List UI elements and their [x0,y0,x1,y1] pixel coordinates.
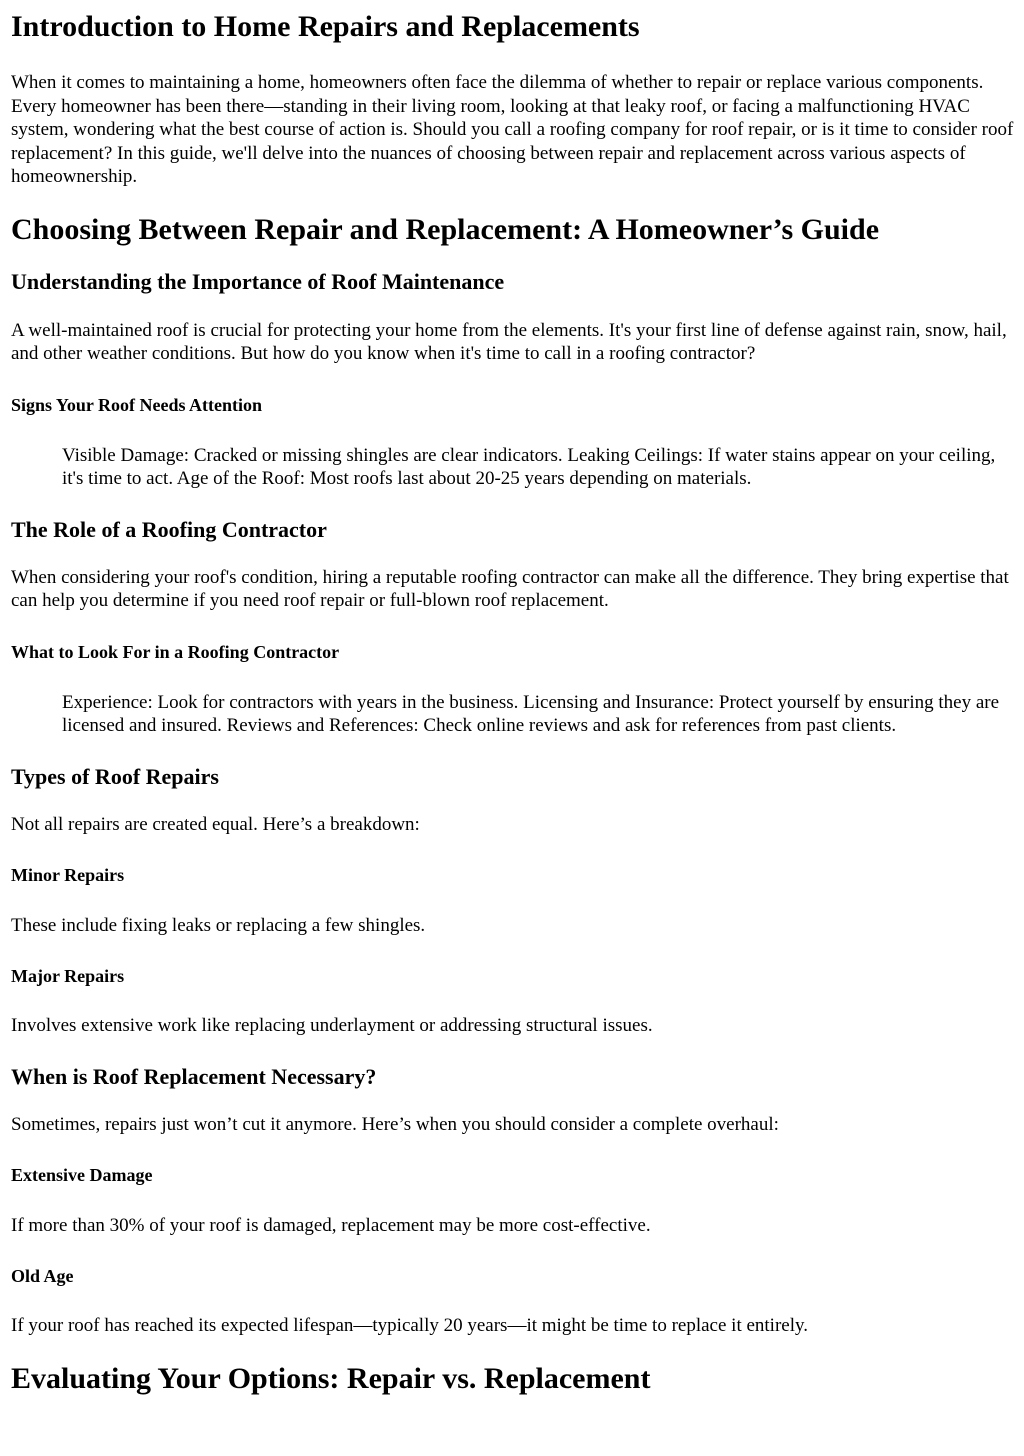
heading-minor-repairs: Minor Repairs [11,865,125,885]
section-title-evaluating: Evaluating Your Options: Repair vs. Replacement [11,1361,651,1395]
paragraph-old-age: If your roof has reached its expected lifespan—typically 20 years—it might be time to replace it entirely. [11,1315,809,1336]
section-title-choosing: Choosing Between Repair and Replacement: A Homeowner’s Guide [11,212,880,246]
heading-old-age: Old Age [11,1266,74,1286]
paragraph-major-repairs: Involves extensive work like replacing underlayment or addressing structural issues. [11,1014,653,1036]
paragraph-types-of-roof-repairs: Not all repairs are created equal. Here’s a breakdown: [11,813,420,835]
heading-when-replacement-necessary: When is Roof Replacement Necessary? [11,1064,377,1089]
heading-roofing-contractor-role: The Role of a Roofing Contractor [11,516,327,542]
heading-extensive-damage: Extensive Damage [11,1164,153,1185]
blockquote-what-to-look-for: Experience: Look for contractors with years in the business. Licensing and Insurance: Protect yourself by ensuring they are licensed and insured. Reviews and References: Check online reviews and ask for references from past clients. [62,691,1000,736]
heading-roof-maintenance: Understanding the Importance of Roof Maintenance [11,268,505,294]
intro-paragraph: When it comes to maintaining a home, homeowners often face the dilemma of whether to repair or replace various components. Every homeowner has been there—standing in their living room, looking at that leaky roof, or facing a malfunctioning HVAC system, wondering what the best course of action is. Should you call a roofing company for roof repair, or is it time to consider roof replacement? In this guide, we'll delve into the nuances of choosing between repair and replacement across various aspects of homeownership. [11,72,1014,187]
paragraph-roof-maintenance: A well-maintained roof is crucial for protecting your home from the elements. It's your first line of defense against rain, snow, hail, and other weather conditions. But how do you know when it's time to call in a roofing contractor? [11,319,1007,364]
paragraph-extensive-damage: If more than 30% of your roof is damaged, replacement may be more cost-effective. [11,1214,651,1236]
heading-what-to-look-for: What to Look For in a Roofing Contractor [11,641,340,662]
heading-types-of-roof-repairs: Types of Roof Repairs [11,763,219,789]
article [0,10,1024,1396]
paragraph-minor-repairs: These include fixing leaks or replacing a few shingles. [11,915,426,936]
paragraph-when-replacement-necessary: Sometimes, repairs just won’t cut it anymore. Here’s when you should consider a complete overhaul: [11,1114,779,1135]
heading-signs-roof-attention: Signs Your Roof Needs Attention [11,394,263,415]
page-title: Introduction to Home Repairs and Replacements [11,10,640,43]
heading-major-repairs: Major Repairs [11,965,125,986]
blockquote-signs: Visible Damage: Cracked or missing shingles are clear indicators. Leaking Ceilings: If water stains appear on your ceiling, it's time to act. Age of the Roof: Most roofs last about 20-25 years depending on materials. [62,444,996,489]
paragraph-roofing-contractor-role: When considering your roof's condition, hiring a reputable roofing contractor can make all the difference. They bring expertise that can help you determine if you need roof repair or full-blown roof replacement. [11,566,1009,611]
